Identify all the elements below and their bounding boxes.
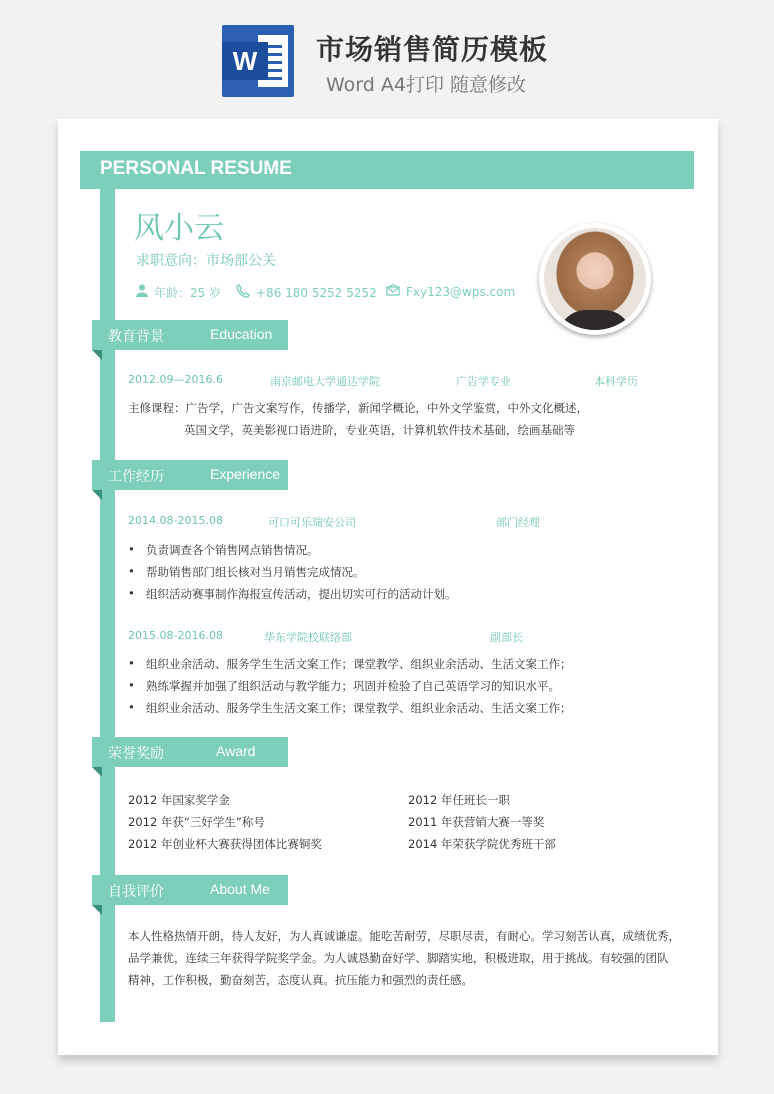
age-info: 年龄：25 岁	[136, 284, 221, 301]
email-info: Fxy123@wps.com	[386, 284, 515, 300]
edu-school: 南京邮电大学通达学院	[270, 375, 380, 388]
job2-company: 华东学院校联络部	[264, 631, 352, 644]
job1-company: 可口可乐瑞安公司	[268, 516, 356, 529]
template-subtitle: Word A4打印 随意修改	[326, 74, 527, 96]
about-header: 自我评价 About Me	[92, 875, 288, 905]
job2-item: • 组织业余活动、服务学生生活文案工作；课堂教学、组织业余活动、生活文案工作；	[146, 656, 572, 672]
job1-role: 部门经理	[496, 516, 540, 529]
edu-degree: 本科学历	[594, 375, 638, 388]
award-header: 荣誉奖励 Award	[92, 737, 288, 767]
about-line: 本人性格热情开朗，待人友好，为人真诚谦虚。能吃苦耐劳，尽职尽责，有耐心。学习刻苦认真，成绩优秀，	[128, 929, 680, 943]
award-item: 2012 年国家奖学金	[128, 793, 230, 807]
award-item: 2011 年获营销大赛一等奖	[408, 815, 545, 829]
job1-date: 2014.08-2015.08	[128, 514, 223, 527]
award-item: 2012 年获“三好学生”称号	[128, 815, 265, 829]
edu-major: 广告学专业	[456, 375, 511, 388]
job1-item: • 帮助销售部门组长核对当月销售完成情况。	[146, 564, 365, 580]
candidate-name: 风小云	[134, 211, 224, 246]
person-icon	[136, 284, 148, 301]
job2-item: • 组织业余活动、服务学生生活文案工作；课堂教学、组织业余活动、生活文案工作；	[146, 700, 572, 716]
template-title: 市场销售简历模板	[316, 33, 549, 66]
award-item: 2012 年任班长一职	[408, 793, 510, 807]
job2-date: 2015.08-2016.08	[128, 629, 223, 642]
award-item: 2014 年荣获学院优秀班干部	[408, 837, 556, 851]
job1-item: • 组织活动赛事制作海报宣传活动，提出切实可行的活动计划。	[146, 586, 457, 602]
edu-courses-line1: 主修课程：广告学，广告文案写作，传播学，新闻学概论，中外文学鉴赏，中外文化概述，	[128, 401, 588, 415]
edu-courses-line2: 英国文学，英美影视口语进阶，专业英语，计算机软件技术基础，绘画基础等	[184, 423, 575, 437]
job-intent: 求职意向：市场部公关	[136, 253, 276, 269]
mail-icon	[386, 284, 400, 300]
edu-date: 2012.09—2016.6	[128, 373, 223, 386]
phone-info: +86 180 5252 5252	[236, 284, 377, 302]
phone-icon	[236, 284, 250, 302]
education-header: 教育背景 Education	[92, 320, 288, 350]
job1-item: • 负责调查各个销售网点销售情况。	[146, 542, 319, 558]
resume-page	[58, 119, 718, 1055]
page-header	[0, 0, 774, 118]
word-icon: W	[222, 25, 294, 97]
award-item: 2012 年创业杯大赛获得团体比赛铜奖	[128, 837, 322, 851]
job2-item: • 熟练掌握并加强了组织活动与教学能力；巩固并检验了自己英语学习的知识水平。	[146, 678, 560, 694]
job2-role: 副部长	[490, 631, 523, 644]
resume-banner: PERSONAL RESUME	[80, 151, 694, 189]
about-line: 品学兼优，连续三年获得学院奖学金。为人诚恳勤奋好学、脚踏实地，积极进取，用于挑战。有较强的团队	[128, 951, 669, 965]
profile-photo	[539, 223, 651, 335]
about-line: 精神，工作积极，勤奋刻苦，态度认真。抗压能力和强烈的责任感。	[128, 973, 473, 987]
experience-header: 工作经历 Experience	[92, 460, 288, 490]
